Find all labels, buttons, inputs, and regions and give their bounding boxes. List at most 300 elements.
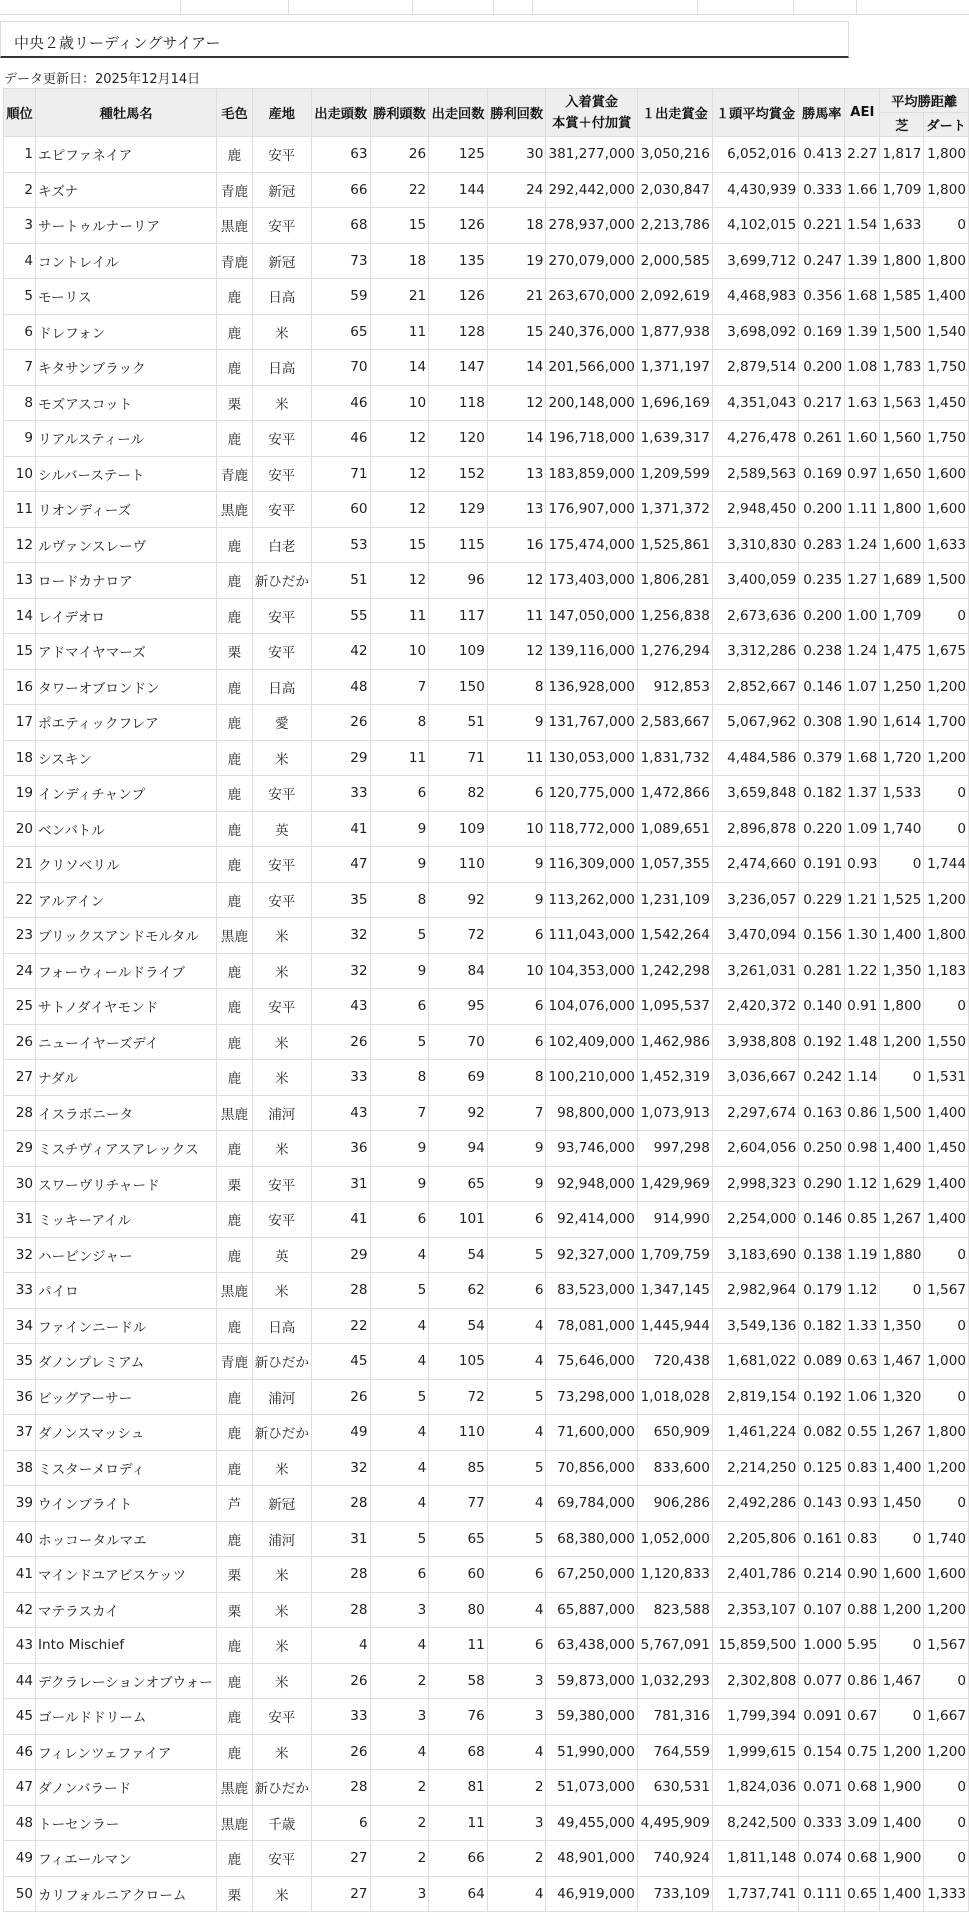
starters-cell: 22: [311, 1308, 370, 1344]
per-start-cell: 1,231,109: [637, 882, 712, 918]
per-start-cell: 1,709,759: [637, 1237, 712, 1273]
per-head-cell: 15,859,500: [712, 1628, 798, 1664]
starters-cell: 55: [311, 598, 370, 634]
coat-color-cell: 鹿: [217, 953, 252, 989]
coat-color-cell: 鹿: [217, 1415, 252, 1451]
sire-name-cell: ドレフォン: [36, 314, 217, 350]
per-head-cell: 1,681,022: [712, 1344, 798, 1380]
rank-cell: 22: [4, 882, 36, 918]
leading-sire-table: [3, 88, 969, 1912]
wins-cell: 4: [487, 1344, 546, 1380]
winners-cell: 4: [370, 1308, 429, 1344]
winners-cell: 5: [370, 918, 429, 954]
sire-name-cell: コントレイル: [36, 243, 217, 279]
wins-cell: 6: [487, 1273, 546, 1309]
sire-name-cell: フォーウィールドライブ: [36, 953, 217, 989]
starters-cell: 33: [311, 776, 370, 812]
aei-cell: 0.65: [845, 1876, 880, 1912]
table-row: [4, 456, 969, 492]
winners-cell: 9: [370, 1131, 429, 1167]
sire-name-cell: Into Mischief: [36, 1628, 217, 1664]
sire-name-cell: ウインブライト: [36, 1486, 217, 1522]
origin-cell: 米: [252, 1592, 311, 1628]
starters-cell: 46: [311, 421, 370, 457]
earnings-cell: 73,298,000: [546, 1379, 637, 1415]
win-rate-cell: 0.200: [799, 598, 845, 634]
table-row: [4, 1273, 969, 1309]
dirt-distance-cell: 1,800: [924, 172, 969, 208]
rank-cell: 13: [4, 563, 36, 599]
wins-cell: 6: [487, 1557, 546, 1593]
per-start-cell: 2,030,847: [637, 172, 712, 208]
earnings-cell: 201,566,000: [546, 350, 637, 386]
winners-cell: 11: [370, 740, 429, 776]
coat-color-cell: 鹿: [217, 1734, 252, 1770]
starts-cell: 110: [429, 1415, 488, 1451]
aei-cell: 0.75: [845, 1734, 880, 1770]
starts-cell: 118: [429, 385, 488, 421]
wins-cell: 12: [487, 385, 546, 421]
origin-cell: 安平: [252, 989, 311, 1025]
win-rate-cell: 0.200: [799, 492, 845, 528]
wins-cell: 5: [487, 1450, 546, 1486]
sire-name-cell: ベンバトル: [36, 811, 217, 847]
dirt-distance-cell: 0: [924, 1237, 969, 1273]
wins-cell: 24: [487, 172, 546, 208]
turf-distance-cell: 1,267: [880, 1202, 924, 1238]
coat-color-cell: 鹿: [217, 1663, 252, 1699]
aei-cell: 0.85: [845, 1202, 880, 1238]
origin-cell: 安平: [252, 137, 311, 173]
per-head-cell: 2,302,808: [712, 1663, 798, 1699]
earnings-cell: 51,073,000: [546, 1770, 637, 1806]
coat-color-cell: 青鹿: [217, 1344, 252, 1380]
turf-distance-cell: 1,350: [880, 953, 924, 989]
turf-distance-cell: 1,467: [880, 1663, 924, 1699]
turf-distance-cell: 1,563: [880, 385, 924, 421]
starts-cell: 82: [429, 776, 488, 812]
earnings-cell: 111,043,000: [546, 918, 637, 954]
rank-cell: 33: [4, 1273, 36, 1309]
coat-color-cell: 黒鹿: [217, 1273, 252, 1309]
aei-cell: 1.07: [845, 669, 880, 705]
dirt-distance-cell: 0: [924, 1770, 969, 1806]
coat-color-cell: 芦: [217, 1486, 252, 1522]
starts-cell: 95: [429, 989, 488, 1025]
wins-cell: 4: [487, 1592, 546, 1628]
earnings-cell: 92,414,000: [546, 1202, 637, 1238]
earnings-cell: 173,403,000: [546, 563, 637, 599]
turf-distance-cell: 1,475: [880, 634, 924, 670]
coat-color-cell: 鹿: [217, 1060, 252, 1096]
per-start-cell: 764,559: [637, 1734, 712, 1770]
aei-cell: 1.06: [845, 1379, 880, 1415]
table-row: [4, 1024, 969, 1060]
origin-cell: 米: [252, 1024, 311, 1060]
earnings-cell: 68,380,000: [546, 1521, 637, 1557]
table-row: [4, 1379, 969, 1415]
earnings-cell: 104,353,000: [546, 953, 637, 989]
table-row: [4, 492, 969, 528]
coat-color-cell: 鹿: [217, 421, 252, 457]
dirt-distance-cell: 0: [924, 1379, 969, 1415]
starts-cell: 62: [429, 1273, 488, 1309]
table-row: [4, 350, 969, 386]
starters-cell: 35: [311, 882, 370, 918]
earnings-cell: 130,053,000: [546, 740, 637, 776]
per-start-cell: 906,286: [637, 1486, 712, 1522]
sire-name-cell: レイデオロ: [36, 598, 217, 634]
sire-name-cell: ホッコータルマエ: [36, 1521, 217, 1557]
starts-cell: 69: [429, 1060, 488, 1096]
table-row: [4, 1095, 969, 1131]
dirt-distance-cell: 0: [924, 1805, 969, 1841]
rank-cell: 6: [4, 314, 36, 350]
win-rate-cell: 0.333: [799, 172, 845, 208]
per-head-cell: 2,998,323: [712, 1166, 798, 1202]
win-rate-cell: 0.235: [799, 563, 845, 599]
aei-cell: 1.11: [845, 492, 880, 528]
winners-cell: 4: [370, 1237, 429, 1273]
starters-cell: 41: [311, 1202, 370, 1238]
per-start-cell: 720,438: [637, 1344, 712, 1380]
per-start-cell: 1,806,281: [637, 563, 712, 599]
win-rate-cell: 0.290: [799, 1166, 845, 1202]
starts-cell: 125: [429, 137, 488, 173]
winners-cell: 14: [370, 350, 429, 386]
starters-cell: 29: [311, 1237, 370, 1273]
dirt-distance-cell: 0: [924, 1308, 969, 1344]
win-rate-cell: 0.238: [799, 634, 845, 670]
per-start-cell: 823,588: [637, 1592, 712, 1628]
per-start-cell: 1,445,944: [637, 1308, 712, 1344]
win-rate-cell: 0.140: [799, 989, 845, 1025]
table-row: [4, 208, 969, 244]
sire-name-cell: イスラボニータ: [36, 1095, 217, 1131]
aei-cell: 1.24: [845, 634, 880, 670]
winners-cell: 10: [370, 385, 429, 421]
wins-cell: 4: [487, 1734, 546, 1770]
nav-divider: [493, 0, 494, 14]
table-row: [4, 953, 969, 989]
sire-name-cell: パイロ: [36, 1273, 217, 1309]
per-start-cell: 1,095,537: [637, 989, 712, 1025]
origin-cell: 米: [252, 1450, 311, 1486]
origin-cell: 日高: [252, 350, 311, 386]
rank-cell: 43: [4, 1628, 36, 1664]
wins-cell: 9: [487, 847, 546, 883]
turf-distance-cell: 1,650: [880, 456, 924, 492]
winners-cell: 6: [370, 776, 429, 812]
coat-color-cell: 鹿: [217, 882, 252, 918]
table-row: [4, 1699, 969, 1735]
wins-cell: 13: [487, 492, 546, 528]
rank-cell: 4: [4, 243, 36, 279]
win-rate-cell: 0.182: [799, 1308, 845, 1344]
table-row: [4, 776, 969, 812]
earnings-cell: 147,050,000: [546, 598, 637, 634]
origin-cell: 日高: [252, 1308, 311, 1344]
turf-distance-cell: 0: [880, 1060, 924, 1096]
origin-cell: 米: [252, 1557, 311, 1593]
origin-cell: 新冠: [252, 243, 311, 279]
sire-name-cell: ナダル: [36, 1060, 217, 1096]
per-head-cell: 4,351,043: [712, 385, 798, 421]
sire-name-cell: モーリス: [36, 279, 217, 315]
earnings-cell: 100,210,000: [546, 1060, 637, 1096]
sire-name-cell: フィエールマン: [36, 1841, 217, 1877]
rank-cell: 5: [4, 279, 36, 315]
col-color: 毛色: [217, 89, 252, 137]
winners-cell: 4: [370, 1450, 429, 1486]
coat-color-cell: 青鹿: [217, 456, 252, 492]
per-head-cell: 3,549,136: [712, 1308, 798, 1344]
aei-cell: 1.09: [845, 811, 880, 847]
win-rate-cell: 0.169: [799, 456, 845, 492]
turf-distance-cell: 1,783: [880, 350, 924, 386]
dirt-distance-cell: 1,600: [924, 1557, 969, 1593]
rank-cell: 15: [4, 634, 36, 670]
per-head-cell: 3,659,848: [712, 776, 798, 812]
rank-cell: 27: [4, 1060, 36, 1096]
origin-cell: 新ひだか: [252, 1344, 311, 1380]
per-head-cell: 2,420,372: [712, 989, 798, 1025]
win-rate-cell: 0.247: [799, 243, 845, 279]
starts-cell: 94: [429, 1131, 488, 1167]
win-rate-cell: 0.154: [799, 1734, 845, 1770]
win-rate-cell: 0.192: [799, 1024, 845, 1060]
turf-distance-cell: 1,400: [880, 1131, 924, 1167]
rank-cell: 47: [4, 1770, 36, 1806]
col-win-rate: 勝馬率: [799, 89, 845, 137]
dirt-distance-cell: 1,567: [924, 1628, 969, 1664]
win-rate-cell: 0.169: [799, 314, 845, 350]
wins-cell: 30: [487, 137, 546, 173]
per-start-cell: 833,600: [637, 1450, 712, 1486]
nav-divider: [856, 0, 857, 14]
starters-cell: 49: [311, 1415, 370, 1451]
wins-cell: 3: [487, 1663, 546, 1699]
origin-cell: 新ひだか: [252, 1415, 311, 1451]
rank-cell: 19: [4, 776, 36, 812]
per-start-cell: 3,050,216: [637, 137, 712, 173]
coat-color-cell: 鹿: [217, 1699, 252, 1735]
rank-cell: 25: [4, 989, 36, 1025]
earnings-cell: 270,079,000: [546, 243, 637, 279]
per-head-cell: 3,938,808: [712, 1024, 798, 1060]
dirt-distance-cell: 1,750: [924, 350, 969, 386]
winners-cell: 3: [370, 1592, 429, 1628]
table-row: [4, 598, 969, 634]
starters-cell: 59: [311, 279, 370, 315]
sire-name-cell: デクラレーションオブウォー: [36, 1663, 217, 1699]
win-rate-cell: 0.156: [799, 918, 845, 954]
rank-cell: 38: [4, 1450, 36, 1486]
wins-cell: 6: [487, 989, 546, 1025]
turf-distance-cell: 1,500: [880, 1095, 924, 1131]
coat-color-cell: 鹿: [217, 1521, 252, 1557]
per-head-cell: 6,052,016: [712, 137, 798, 173]
turf-distance-cell: 1,720: [880, 740, 924, 776]
rank-cell: 42: [4, 1592, 36, 1628]
earnings-cell: 240,376,000: [546, 314, 637, 350]
aei-cell: 1.68: [845, 279, 880, 315]
rank-cell: 23: [4, 918, 36, 954]
earnings-cell: 92,327,000: [546, 1237, 637, 1273]
rank-cell: 10: [4, 456, 36, 492]
starters-cell: 4: [311, 1628, 370, 1664]
dirt-distance-cell: 1,400: [924, 279, 969, 315]
starts-cell: 80: [429, 1592, 488, 1628]
sire-name-cell: キタサンブラック: [36, 350, 217, 386]
per-head-cell: 3,699,712: [712, 243, 798, 279]
earnings-cell: 118,772,000: [546, 811, 637, 847]
wins-cell: 5: [487, 1237, 546, 1273]
table-row: [4, 279, 969, 315]
win-rate-cell: 0.217: [799, 385, 845, 421]
col-winners: 勝利頭数: [370, 89, 429, 137]
wins-cell: 12: [487, 563, 546, 599]
per-start-cell: 1,256,838: [637, 598, 712, 634]
table-row: [4, 1592, 969, 1628]
winners-cell: 4: [370, 1486, 429, 1522]
table-row: [4, 243, 969, 279]
winners-cell: 5: [370, 1273, 429, 1309]
coat-color-cell: 黒鹿: [217, 918, 252, 954]
earnings-cell: 102,409,000: [546, 1024, 637, 1060]
origin-cell: 安平: [252, 1699, 311, 1735]
wins-cell: 9: [487, 1131, 546, 1167]
turf-distance-cell: 1,200: [880, 1734, 924, 1770]
wins-cell: 11: [487, 740, 546, 776]
winners-cell: 26: [370, 137, 429, 173]
rank-cell: 12: [4, 527, 36, 563]
winners-cell: 2: [370, 1663, 429, 1699]
aei-cell: 1.37: [845, 776, 880, 812]
starts-cell: 65: [429, 1166, 488, 1202]
dirt-distance-cell: 1,450: [924, 1131, 969, 1167]
starters-cell: 73: [311, 243, 370, 279]
origin-cell: 安平: [252, 634, 311, 670]
origin-cell: 新ひだか: [252, 1770, 311, 1806]
winners-cell: 7: [370, 1095, 429, 1131]
aei-cell: 1.90: [845, 705, 880, 741]
dirt-distance-cell: 1,675: [924, 634, 969, 670]
win-rate-cell: 0.111: [799, 1876, 845, 1912]
starters-cell: 70: [311, 350, 370, 386]
wins-cell: 18: [487, 208, 546, 244]
table-row: [4, 1308, 969, 1344]
origin-cell: 米: [252, 385, 311, 421]
dirt-distance-cell: 1,800: [924, 1415, 969, 1451]
sire-name-cell: ミスチヴィアスアレックス: [36, 1131, 217, 1167]
coat-color-cell: 栗: [217, 385, 252, 421]
per-head-cell: 3,470,094: [712, 918, 798, 954]
starts-cell: 81: [429, 1770, 488, 1806]
starts-cell: 135: [429, 243, 488, 279]
wins-cell: 10: [487, 811, 546, 847]
starters-cell: 28: [311, 1770, 370, 1806]
dirt-distance-cell: 1,550: [924, 1024, 969, 1060]
winners-cell: 5: [370, 1379, 429, 1415]
wins-cell: 3: [487, 1699, 546, 1735]
win-rate-cell: 0.089: [799, 1344, 845, 1380]
sire-name-cell: ルヴァンスレーヴ: [36, 527, 217, 563]
turf-distance-cell: 1,709: [880, 598, 924, 634]
origin-cell: 浦河: [252, 1521, 311, 1557]
aei-cell: 1.54: [845, 208, 880, 244]
starters-cell: 32: [311, 918, 370, 954]
sire-name-cell: ダノンスマッシュ: [36, 1415, 217, 1451]
winners-cell: 4: [370, 1415, 429, 1451]
sire-name-cell: トーセンラー: [36, 1805, 217, 1841]
origin-cell: 安平: [252, 492, 311, 528]
per-start-cell: 1,052,000: [637, 1521, 712, 1557]
origin-cell: 安平: [252, 882, 311, 918]
per-head-cell: 4,102,015: [712, 208, 798, 244]
turf-distance-cell: 1,709: [880, 172, 924, 208]
table-row: [4, 882, 969, 918]
starts-cell: 65: [429, 1521, 488, 1557]
coat-color-cell: 鹿: [217, 847, 252, 883]
origin-cell: 米: [252, 1060, 311, 1096]
aei-cell: 1.21: [845, 882, 880, 918]
winners-cell: 8: [370, 882, 429, 918]
per-head-cell: 2,589,563: [712, 456, 798, 492]
top-nav-strip: [0, 0, 969, 15]
per-head-cell: 3,236,057: [712, 882, 798, 918]
wins-cell: 19: [487, 243, 546, 279]
starters-cell: 26: [311, 1379, 370, 1415]
origin-cell: 日高: [252, 279, 311, 315]
table-row: [4, 634, 969, 670]
sire-name-cell: ミッキーアイル: [36, 1202, 217, 1238]
win-rate-cell: 0.229: [799, 882, 845, 918]
coat-color-cell: 黒鹿: [217, 1095, 252, 1131]
aei-cell: 5.95: [845, 1628, 880, 1664]
per-head-cell: 2,214,250: [712, 1450, 798, 1486]
starters-cell: 53: [311, 527, 370, 563]
wins-cell: 9: [487, 1166, 546, 1202]
win-rate-cell: 0.200: [799, 350, 845, 386]
rank-cell: 21: [4, 847, 36, 883]
origin-cell: 浦河: [252, 1095, 311, 1131]
win-rate-cell: 0.082: [799, 1415, 845, 1451]
winners-cell: 12: [370, 563, 429, 599]
rank-cell: 24: [4, 953, 36, 989]
table-row: [4, 669, 969, 705]
win-rate-cell: 0.356: [799, 279, 845, 315]
starters-cell: 32: [311, 1450, 370, 1486]
wins-cell: 8: [487, 1060, 546, 1096]
table-row: [4, 1557, 969, 1593]
turf-distance-cell: 1,533: [880, 776, 924, 812]
win-rate-cell: 0.107: [799, 1592, 845, 1628]
coat-color-cell: 鹿: [217, 705, 252, 741]
coat-color-cell: 鹿: [217, 740, 252, 776]
table-row: [4, 172, 969, 208]
per-start-cell: 1,542,264: [637, 918, 712, 954]
dirt-distance-cell: 1,540: [924, 314, 969, 350]
col-earnings-top: 入着賞金: [565, 94, 619, 110]
starts-cell: 72: [429, 1379, 488, 1415]
origin-cell: 千歳: [252, 1805, 311, 1841]
aei-cell: 1.08: [845, 350, 880, 386]
rank-cell: 46: [4, 1734, 36, 1770]
coat-color-cell: 黒鹿: [217, 1805, 252, 1841]
per-start-cell: 1,032,293: [637, 1663, 712, 1699]
rank-cell: 36: [4, 1379, 36, 1415]
